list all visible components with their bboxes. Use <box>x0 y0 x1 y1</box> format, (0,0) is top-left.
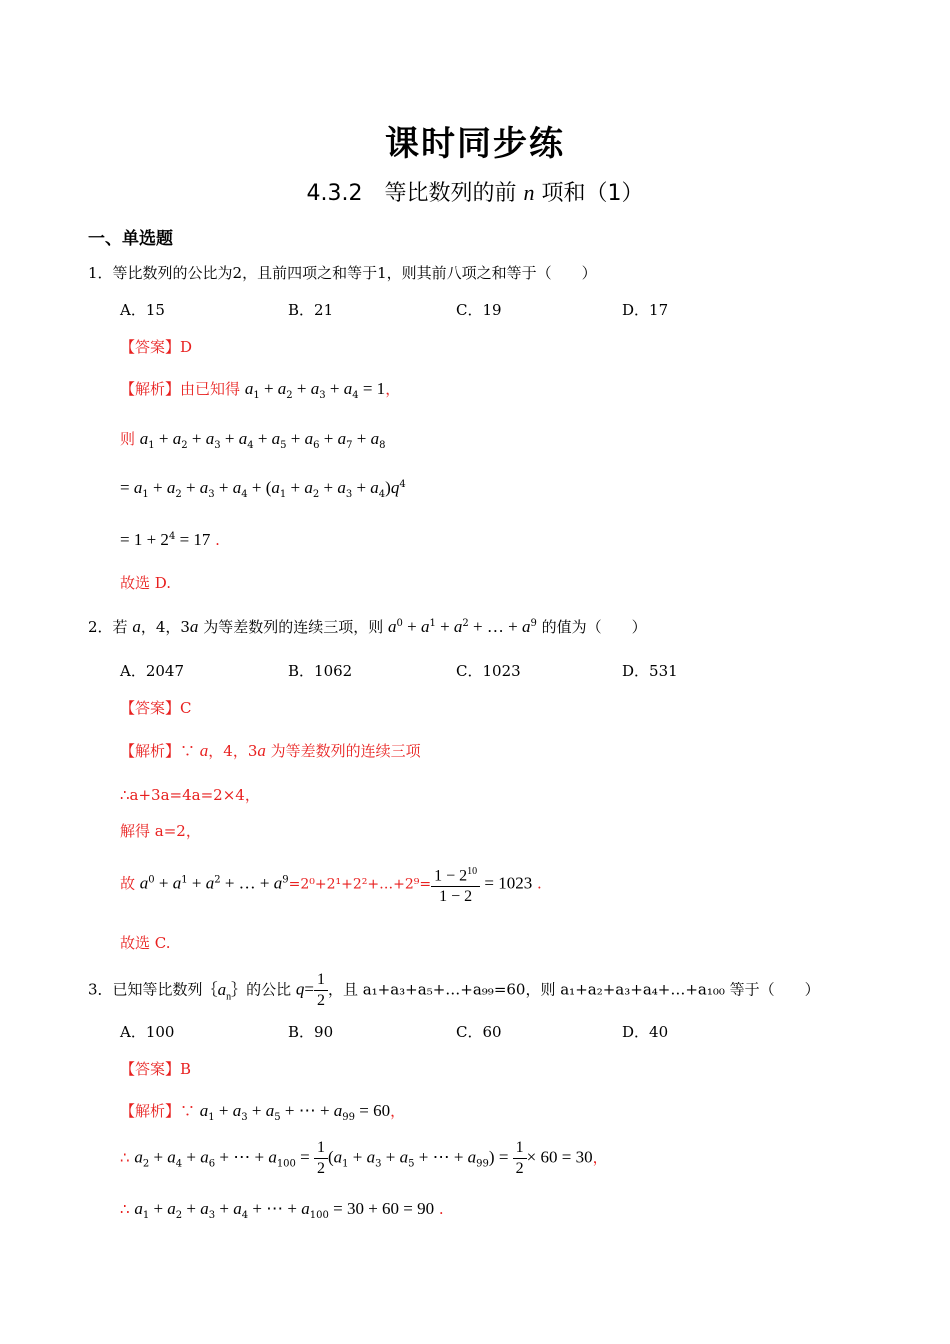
question-1-analysis-line-2: 则 $a_1 + a_2 + a_3 + a_4 + a_5 + a_6 + a_7 + a_8$ <box>120 429 386 451</box>
page-subtitle: 4.3.2 等比数列的前 n 项和（1） <box>306 180 644 206</box>
page-title: 课时同步练 <box>385 124 565 164</box>
fraction: $\frac{1}{2}$ <box>314 970 328 1011</box>
question-3-analysis-line-2: ∴ $a_2 + a_4 + a_6$ + ⋯ + $a_{100}$ = $\frac{1}{2}$ ($a_1 + a_3 + a_5$ + ⋯ + $a_{99}$) = $\frac{1}{2}$ × 60 = 30， <box>120 1139 608 1177</box>
question-1-analysis-line-1: 【解析】由已知得 $a_1 + a_2 + a_3 + a_4 = 1$， <box>120 379 401 401</box>
fraction: $\frac{1}{2}$ <box>314 1138 328 1179</box>
question-2-option-c: C．1023 <box>456 662 521 680</box>
question-2-analysis-line-2: ∴a+3a=4a=2×4， <box>120 786 260 804</box>
question-3-option-a: A．100 <box>120 1023 175 1041</box>
question-1-option-d: D．17 <box>622 301 669 319</box>
question-2-conclusion: 故选 C. <box>120 934 171 952</box>
fraction: $\frac{1}{2}$ <box>513 1138 527 1179</box>
question-2-stem: 2．若 a，4，3a 为等差数列的连续三项，则 $a^0 + a^1 + a^2$ + … + $a^9$ 的值为（ ） <box>88 617 647 636</box>
question-3-stem: 3．已知等比数列$\{a_n\}$的公比 q= $\frac{1}{2}$ ，且 a₁+a₃+a₅+…+a₉₉=60，则 a₁+a₂+a₃+a₄+…+a₁₀₀ 等于（ ） <box>88 971 820 1009</box>
question-3-analysis-line-3: ∴ $a_1 + a_2 + a_3 + a_4$ + ⋯ + $a_{100} = 30 + 60 = 90$ . <box>120 1199 444 1221</box>
question-1-option-b: B．21 <box>288 301 334 319</box>
question-3-option-c: C．60 <box>456 1023 502 1041</box>
question-3-option-b: B．90 <box>288 1023 334 1041</box>
question-1-answer: 【答案】D <box>120 338 193 356</box>
fraction: $\frac{1 - 2^{10}}{1 - 2}$ <box>431 862 480 907</box>
question-2-analysis-line-1: 【解析】∵ a，4，3a 为等差数列的连续三项 <box>120 741 421 760</box>
question-3-option-d: D．40 <box>622 1023 669 1041</box>
section-heading: 一、单选题 <box>88 229 173 249</box>
question-2-answer: 【答案】C <box>120 699 192 717</box>
question-1-option-a: A．15 <box>120 301 165 319</box>
question-1-option-c: C．19 <box>456 301 502 319</box>
question-1-conclusion: 故选 D. <box>120 574 172 592</box>
question-2-option-d: D．531 <box>622 662 678 680</box>
question-3-analysis-line-1: 【解析】∵ $a_1 + a_3 + a_5$ + ⋯ + $a_{99} = 60$， <box>120 1101 406 1123</box>
question-2-option-a: A．2047 <box>120 662 185 680</box>
question-1-stem: 1．等比数列的公比为2，且前四项之和等于1，则其前八项之和等于（ ） <box>88 264 597 282</box>
question-3-answer: 【答案】B <box>120 1060 192 1078</box>
question-2-analysis-line-4: 故 $a^0 + a^1 + a^2$ + … + $a^9=2^0+2^1+2^2+\dots+2^9=$ $\frac{1 - 2^{10}}{1 - 2}$ = 1023 . <box>120 862 542 907</box>
question-2-option-b: B．1062 <box>288 662 353 680</box>
question-2-analysis-line-3: 解得 a=2， <box>120 822 201 840</box>
question-1-analysis-line-4: = $1 + 2^4 = 17$ . <box>120 530 220 549</box>
question-1-analysis-line-3: = $a_1 + a_2 + a_3 + a_4 + (a_1 + a_2 + a_3 + a_4)q^4$ <box>120 478 406 500</box>
